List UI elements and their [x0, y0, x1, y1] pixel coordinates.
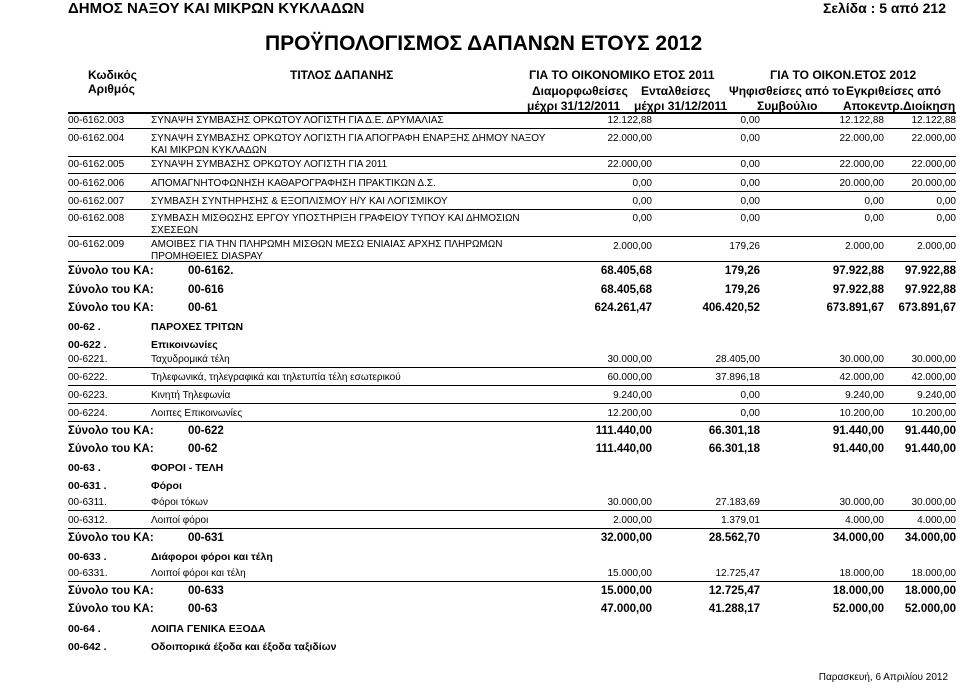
row-voted: 18.000,00 [839, 568, 884, 579]
group-title: ΠΑΡΟΧΕΣ ΤΡΙΤΩΝ [151, 321, 244, 333]
col-ordered-label-2: μέχρι 31/12/2011 [634, 99, 728, 113]
row-divider [68, 236, 956, 237]
row-ordered: 0,00 [740, 115, 760, 126]
row-voted: 42.000,00 [839, 372, 884, 383]
row-ordered: 0,00 [740, 408, 760, 419]
subtotal-label: Σύνολο του ΚΑ: [68, 603, 154, 615]
col-formed-label-1: Διαμορφωθείσες [532, 84, 628, 98]
row-ordered: 1.379,01 [721, 515, 760, 526]
col-code-label: Κωδικός [88, 68, 138, 82]
subtotal-voted: 97.922,88 [832, 265, 884, 277]
group-title: Φόροι [151, 480, 182, 492]
subtotal-code: 00-631 [188, 532, 224, 544]
row-description: Κινητή Τηλεφωνία [151, 390, 231, 401]
row-divider [68, 581, 956, 582]
row-voted: 0,00 [864, 196, 884, 207]
subtotal-voted: 52.000,00 [832, 603, 884, 615]
col-approved-label-1: Εγκριθείσες από [846, 84, 942, 98]
row-formed: 0,00 [632, 196, 652, 207]
row-ordered: 12.725,47 [715, 568, 760, 579]
row-approved: 2.000,00 [917, 241, 956, 252]
row-ordered: 37.896,18 [715, 372, 760, 383]
row-approved: 12.122,88 [911, 115, 956, 126]
subtotal-formed: 68.405,68 [600, 284, 652, 296]
row-voted: 22.000,00 [839, 159, 884, 170]
col-number-label: Αριθμός [88, 82, 135, 96]
subtotal-approved: 18.000,00 [904, 585, 956, 597]
row-ordered: 0,00 [740, 213, 760, 224]
subtotal-approved: 91.440,00 [904, 425, 956, 437]
row-description: Λοιπες Επικοινωνίες [151, 408, 243, 419]
col-ordered-label-1: Ενταλθείσες [641, 84, 711, 98]
row-description: Λοιποί φόροι και τέλη [151, 568, 246, 579]
row-description: ΑΠΟΜΑΓΝΗΤΟΦΩΝΗΣΗ ΚΑΘΑΡΟΓΡΑΦΗΣΗ ΠΡΑΚΤΙΚΩΝ Δ.Σ. [151, 178, 436, 189]
row-approved: 22.000,00 [911, 133, 956, 144]
row-ordered: 0,00 [740, 196, 760, 207]
row-formed: 12.200,00 [607, 408, 652, 419]
row-approved: 30.000,00 [911, 497, 956, 508]
subtotal-formed: 15.000,00 [600, 585, 652, 597]
subtotal-code: 00-63 [188, 603, 218, 615]
row-voted: 12.122,88 [839, 115, 884, 126]
col-approved-label-2: Αποκεντρ.Διοίκηση [843, 99, 956, 113]
row-formed: 0,00 [632, 178, 652, 189]
group-title: ΛΟΙΠΑ ΓΕΝΙΚΑ ΕΞΟΔΑ [151, 623, 266, 635]
row-formed: 2.000,00 [613, 241, 652, 252]
row-voted: 30.000,00 [839, 497, 884, 508]
row-approved: 42.000,00 [911, 372, 956, 383]
row-code: 00-6162.009 [68, 239, 125, 250]
subtotal-label: Σύνολο του ΚΑ: [68, 585, 154, 597]
subtotal-voted: 673.891,67 [826, 302, 884, 314]
report-title: ΠΡΟΫΠΟΛΟΓΙΣΜΟΣ ΔΑΠΑΝΩΝ ΕΤΟΥΣ 2012 [265, 32, 703, 55]
row-ordered: 28.405,00 [715, 354, 760, 365]
subtotal-code: 00-616 [188, 284, 224, 296]
row-ordered: 27.183,69 [715, 497, 760, 508]
subtotal-formed: 111.440,00 [595, 443, 652, 455]
col-title-label: ΤΙΤΛΟΣ ΔΑΠΑΝΗΣ [290, 68, 394, 82]
subtotal-voted: 91.440,00 [832, 425, 884, 437]
row-description: Τηλεφωνικά, τηλεγραφικά και τηλετυπία τέλη εσωτερικού [151, 372, 401, 383]
row-formed: 0,00 [632, 213, 652, 224]
row-approved: 4.000,00 [917, 515, 956, 526]
row-approved: 9.240,00 [917, 390, 956, 401]
subtotal-formed: 47.000,00 [600, 603, 652, 615]
subtotal-code: 00-62 [188, 443, 218, 455]
row-voted: 20.000,00 [839, 178, 884, 189]
row-voted: 10.200,00 [839, 408, 884, 419]
subtotal-code: 00-6162. [188, 265, 234, 277]
subtotal-approved: 673.891,67 [898, 302, 956, 314]
row-description: ΣΥΜΒΑΣΗ ΜΙΣΘΩΣΗΣ ΕΡΓΟΥ ΥΠΟΣΤΗΡΙΞΗ ΓΡΑΦΕΙΟΥ ΤΥΠΟΥ ΚΑΙ ΔΗΜΟΣΙΩΝ ΣΧΕΣΕΩΝ [151, 213, 520, 236]
subtotal-approved: 91.440,00 [904, 443, 956, 455]
row-code: 00-6162.007 [68, 196, 125, 207]
subtotal-label: Σύνολο του ΚΑ: [68, 265, 154, 277]
col-voted-label-2: Συμβούλιο [757, 99, 818, 113]
row-voted: 9.240,00 [845, 390, 884, 401]
row-ordered: 0,00 [740, 159, 760, 170]
row-code: 00-6162.003 [68, 115, 125, 126]
subtotal-label: Σύνολο του ΚΑ: [68, 302, 154, 314]
row-divider [68, 209, 956, 210]
group-code: 00-642 . [68, 641, 107, 653]
col-fy2011-label: ΓΙΑ ΤΟ ΟΙΚΟΝΟΜΙΚΟ ΕΤΟΣ 2011 [529, 68, 715, 82]
row-code: 00-6222. [68, 372, 108, 383]
subtotal-approved: 52.000,00 [904, 603, 956, 615]
col-fy2012-label: ΓΙΑ ΤΟ ΟΙΚΟΝ.ΕΤΟΣ 2012 [770, 68, 917, 82]
print-date: Παρασκευή, 6 Απριλίου 2012 [818, 672, 948, 683]
col-formed-label-2: μέχρι 31/12/2011 [527, 99, 621, 113]
row-voted: 0,00 [864, 213, 884, 224]
row-divider [68, 367, 956, 368]
subtotal-code: 00-622 [188, 425, 224, 437]
group-title: Οδοιπορικά έξοδα και έξοδα ταξιδίων [151, 641, 337, 653]
row-divider [68, 528, 956, 529]
row-approved: 20.000,00 [911, 178, 956, 189]
row-approved: 10.200,00 [911, 408, 956, 419]
row-divider [68, 510, 956, 511]
row-approved: 0,00 [936, 213, 956, 224]
group-code: 00-62 . [68, 321, 101, 333]
row-formed: 22.000,00 [607, 133, 652, 144]
group-title: Επικοινωνίες [151, 339, 218, 351]
row-approved: 22.000,00 [911, 159, 956, 170]
row-divider [68, 385, 956, 386]
subtotal-code: 00-61 [188, 302, 218, 314]
row-description: Ταχυδρομικά τέλη [151, 354, 230, 365]
row-formed: 60.000,00 [607, 372, 652, 383]
subtotal-ordered: 41.288,17 [708, 603, 760, 615]
row-code: 00-6223. [68, 390, 108, 401]
row-formed: 2.000,00 [613, 515, 652, 526]
row-divider [68, 128, 956, 129]
page-indicator: Σελίδα : 5 από 212 [822, 0, 946, 16]
row-description: ΣΥΜΒΑΣΗ ΣΥΝΤΗΡΗΣΗΣ & ΕΞΟΠΛΙΣΜΟΥ Η/Υ ΚΑΙ ΛΟΓΙΣΜΙΚΟΥ [151, 196, 448, 207]
row-code: 00-6312. [68, 515, 108, 526]
row-formed: 30.000,00 [607, 354, 652, 365]
group-code: 00-631 . [68, 480, 107, 492]
subtotal-approved: 34.000,00 [904, 532, 956, 544]
row-voted: 30.000,00 [839, 354, 884, 365]
subtotal-formed: 32.000,00 [600, 532, 652, 544]
row-code: 00-6221. [68, 354, 108, 365]
row-formed: 12.122,88 [607, 115, 652, 126]
row-divider [68, 191, 956, 192]
subtotal-approved: 97.922,88 [904, 265, 956, 277]
subtotal-voted: 97.922,88 [832, 284, 884, 296]
row-description: ΣΥΝΑΨΗ ΣΥΜΒΑΣΗΣ ΟΡΚΩΤΟΥ ΛΟΓΙΣΤΗ ΓΙΑ Δ.Ε. ΔΡΥΜΑΛΙΑΣ [151, 115, 444, 126]
row-description: ΑΜΟΙΒΕΣ ΓΙΑ ΤΗΝ ΠΛΗΡΩΜΗ ΜΙΣΘΩΝ ΜΕΣΩ ΕΝΙΑΙΑΣ ΑΡΧΗΣ ΠΛΗΡΩΜΩΝ ΠΡΟΜΗΘΕΙΕΣ DIASPAY [151, 239, 503, 262]
subtotal-approved: 97.922,88 [904, 284, 956, 296]
subtotal-label: Σύνολο του ΚΑ: [68, 443, 154, 455]
row-description: ΣΥΝΑΨΗ ΣΥΜΒΑΣΗΣ ΟΡΚΩΤΟΥ ΛΟΓΙΣΤΗ ΓΙΑ ΑΠΟΓΡΑΦΗ ΕΝΑΡΞΗΣ ΔΗΜΟΥ ΝΑΞΟΥ ΚΑΙ ΜΙΚΡΩΝ ΚΥΚΛΑΔΩΝ [151, 133, 546, 156]
row-divider [68, 403, 956, 404]
row-code: 00-6162.005 [68, 159, 125, 170]
group-code: 00-622 . [68, 339, 107, 351]
row-formed: 15.000,00 [607, 568, 652, 579]
row-description: Φόροι τόκων [151, 497, 208, 508]
subtotal-voted: 18.000,00 [832, 585, 884, 597]
row-divider [68, 421, 956, 422]
row-code: 00-6162.004 [68, 133, 125, 144]
row-ordered: 0,00 [740, 390, 760, 401]
row-ordered: 0,00 [740, 178, 760, 189]
header-divider [68, 112, 956, 114]
subtotal-voted: 34.000,00 [832, 532, 884, 544]
subtotal-formed: 111.440,00 [595, 425, 652, 437]
row-code: 00-6331. [68, 568, 108, 579]
group-code: 00-63 . [68, 462, 101, 474]
subtotal-label: Σύνολο του ΚΑ: [68, 284, 154, 296]
row-divider [68, 156, 956, 157]
subtotal-label: Σύνολο του ΚΑ: [68, 425, 154, 437]
organization-name: ΔΗΜΟΣ ΝΑΞΟΥ ΚΑΙ ΜΙΚΡΩΝ ΚΥΚΛΑΔΩΝ [68, 0, 365, 17]
row-ordered: 179,26 [729, 241, 760, 252]
subtotal-ordered: 12.725,47 [708, 585, 760, 597]
subtotal-ordered: 179,26 [724, 284, 760, 296]
row-approved: 0,00 [936, 196, 956, 207]
subtotal-ordered: 179,26 [724, 265, 760, 277]
row-description: Λοιποί φόροι [151, 515, 209, 526]
subtotal-ordered: 28.562,70 [708, 532, 760, 544]
row-voted: 22.000,00 [839, 133, 884, 144]
subtotal-code: 00-633 [188, 585, 224, 597]
group-code: 00-64 . [68, 623, 101, 635]
col-voted-label-1: Ψηφισθείσες από το [729, 84, 845, 98]
row-formed: 22.000,00 [607, 159, 652, 170]
subtotal-ordered: 406.420,52 [702, 302, 760, 314]
row-description: ΣΥΝΑΨΗ ΣΥΜΒΑΣΗΣ ΟΡΚΩΤΟΥ ΛΟΓΙΣΤΗ ΓΙΑ 2011 [151, 159, 388, 170]
row-code: 00-6162.008 [68, 213, 125, 224]
group-title: Διάφοροι φόροι και τέλη [151, 551, 273, 563]
row-divider [68, 173, 956, 174]
row-voted: 4.000,00 [845, 515, 884, 526]
subtotal-formed: 68.405,68 [600, 265, 652, 277]
row-code: 00-6162.006 [68, 178, 125, 189]
group-title: ΦΟΡΟΙ - ΤΕΛΗ [151, 462, 224, 474]
subtotal-voted: 91.440,00 [832, 443, 884, 455]
row-code: 00-6311. [68, 497, 107, 508]
row-voted: 2.000,00 [845, 241, 884, 252]
row-formed: 30.000,00 [607, 497, 652, 508]
subtotal-ordered: 66.301,18 [708, 443, 760, 455]
row-code: 00-6224. [68, 408, 108, 419]
row-approved: 30.000,00 [911, 354, 956, 365]
subtotal-formed: 624.261,47 [594, 302, 652, 314]
subtotal-label: Σύνολο του ΚΑ: [68, 532, 154, 544]
row-ordered: 0,00 [740, 133, 760, 144]
row-approved: 18.000,00 [911, 568, 956, 579]
row-divider [68, 261, 956, 262]
subtotal-ordered: 66.301,18 [708, 425, 760, 437]
group-code: 00-633 . [68, 551, 107, 563]
row-formed: 9.240,00 [613, 390, 652, 401]
